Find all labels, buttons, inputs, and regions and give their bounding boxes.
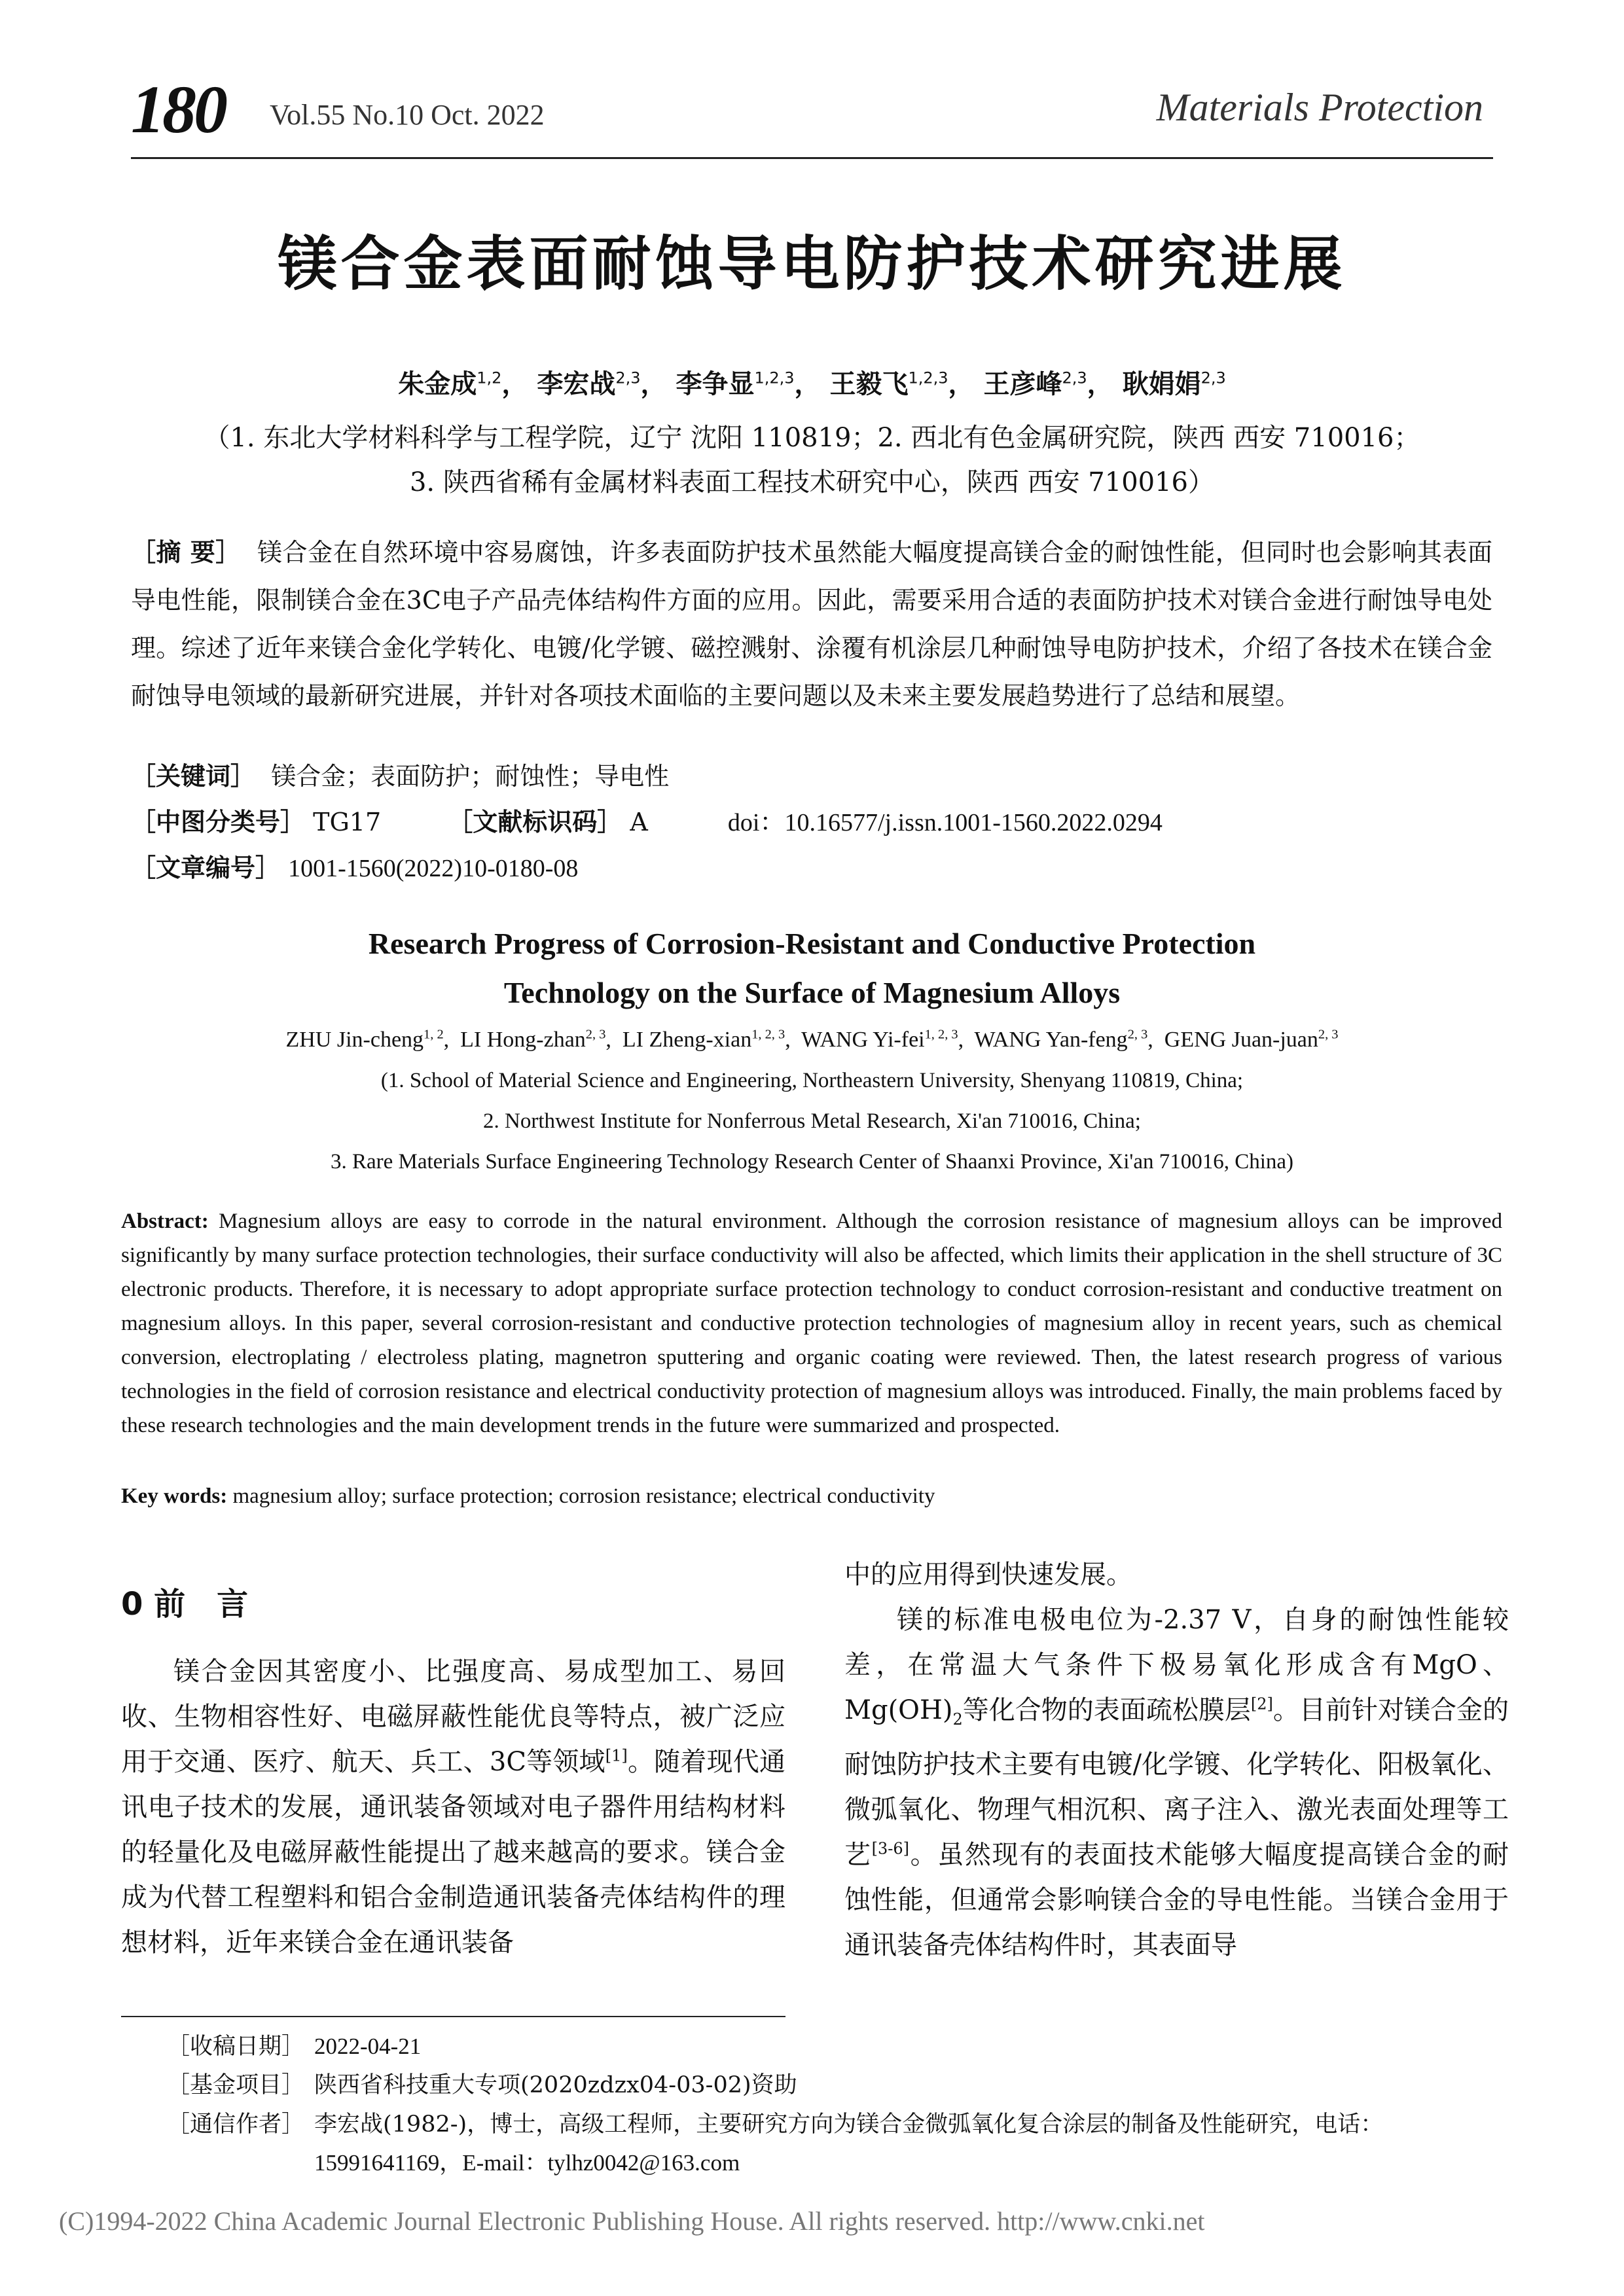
author-en: WANG Yan-feng$^{2, 3}$	[974, 1027, 1148, 1052]
affiliation-cn: 3. 陕西省稀有金属材料表面工程技术研究中心，陕西 西安 710016）	[409, 467, 1214, 497]
footnote-corresponding: ［通信作者］ 李宏战(1982-)，博士，高级工程师，主要研究方向为镁合金微弧氧化复合涂层的制备及性能研究，电话：	[167, 2111, 1384, 2138]
author-en: WANG Yi-fei$^{1, 2, 3}$	[801, 1027, 958, 1052]
footnote-received: ［收稿日期］ 2022-04-21	[167, 2034, 422, 2060]
clc-label: ［中图分类号］	[131, 808, 306, 836]
author-cn: 王毅飞$^{1,2,3}$	[829, 368, 948, 399]
author-en: ZHU Jin-cheng$^{1, 2}$	[285, 1027, 444, 1052]
author-cn: 朱金成$^{1,2}$	[398, 368, 502, 399]
body-text: 中的应用得到快速发展。	[844, 1560, 1132, 1590]
paper-title-en-line2: Technology on the Surface of Magnesium Alloys	[503, 976, 1121, 1009]
page-number: 180	[131, 72, 225, 147]
footnote-funding: ［基金项目］ 陕西省科技重大专项(2020zdzx04-03-02)资助	[167, 2072, 797, 2098]
abstract-en	[121, 1204, 1502, 1443]
copyright-watermark: (C)1994-2022 China Academic Journal Electronic Publishing House. All rights reserved. http://www.cnki.net	[59, 2206, 1205, 2236]
author-cn: 王彦峰$^{2,3}$	[983, 368, 1087, 399]
abstract-en-text: Magnesium alloys are easy to corrode in the natural environment. Although the corrosion resistance of magnesium alloys can be improved significantly by many surface protection technologies, their surface conductivity will also be affected, which limits their application in the shell structure of 3C electronic products. Therefore, it is necessary to adopt appropriate surface protection technology to conduct corrosion-resistant and conductive treatment on magnesium alloys. In this paper, several corrosion-resistant and conductive protection technologies of magnesium alloy in recent years, such as chemical conversion, electroplating / electroless plating, magnetron sputtering and organic coating were reviewed. Then, the latest research progress of various technologies in the field of corrosion resistance and electrical conductivity protection of magnesium alloys was introduced. Finally, the main problems faced by these research technologies and the main development trends in the future were summarized and prospected.	[121, 1210, 1503, 1437]
author-cn: 李宏战$^{2,3}$	[537, 368, 641, 399]
body-paragraph: 镁的标准电极电位为-2.37 V，自身的耐蚀性能较差，在常温大气条件下极易氧化形成含有MgO、$Mg(OH)_2$等化合物的表面疏松膜层[2]。目前针对镁合金的耐蚀防护技术主要有电镀/化学镀、化学转化、阳极氧化、微弧氧化、物理气相沉积、离子注入、激光表面处理等工艺[3-6]。虽然现有的表面技术能够大幅度提高镁合金的耐蚀性能，但通常会影响镁合金的导电性能。当镁合金用于通讯装备壳体结构件时，其表面导	[844, 1605, 1509, 1960]
author-cn: 李争显$^{1,2,3}$	[676, 368, 795, 399]
article-number	[131, 848, 578, 888]
affiliation-en: 3. Rare Materials Surface Engineering Technology Research Center of Shaanxi Province, Xi'an 710016, China)	[330, 1150, 1294, 1174]
author-cn: 耿娟娟$^{2,3}$	[1122, 368, 1226, 399]
author-en: LI Hong-zhan$^{2, 3}$	[460, 1027, 606, 1052]
clc-value: TG17	[313, 808, 382, 836]
article-number-value: 1001-1560(2022)10-0180-08	[288, 855, 579, 882]
section-heading: 0 前 言	[121, 1586, 249, 1623]
abstract-cn-text: 镁合金在自然环境中容易腐蚀，许多表面防护技术虽然能大幅度提高镁合金的耐蚀性能，但同时也会影响其表面导电性能，限制镁合金在3C电子产品壳体结构件方面的应用。因此，需要采用合适的表面防护技术对镁合金进行耐蚀导电处理。综述了近年来镁合金化学转化、电镀/化学镀、磁控溅射、涂覆有机涂层几种耐蚀导电防护技术，介绍了各技术在镁合金耐蚀导电领域的最新研究进展，并针对各项技术面临的主要问题以及未来主要发展趋势进行了总结和展望。	[131, 538, 1492, 710]
keywords-cn-label: ［关键词］	[131, 762, 256, 791]
doc-code-label: ［文献标识码］	[448, 808, 623, 836]
affiliation-cn: （1. 东北大学材料科学与工程学院，辽宁 沈阳 110819；2. 西北有色金属研究院，陕西 西安 710016；	[204, 423, 1420, 453]
author-en: LI Zheng-xian$^{1, 2, 3}$	[622, 1027, 785, 1052]
body-text: 。随着现代通讯电子技术的发展，通讯装备领域对电子器件用结构材料的轻量化及电磁屏蔽性能提出了越来越高的要求。镁合金成为代替工程塑料和铝合金制造通讯装备壳体结构件的理想材料，近年来镁合金在通讯装备	[121, 1747, 785, 1958]
issue-info: Vol.55 No.10 Oct. 2022	[270, 99, 545, 131]
body-column-right	[844, 1552, 1509, 1968]
paper-title-en-line1: Research Progress of Corrosion-Resistant and Conductive Protection	[368, 927, 1256, 960]
body-text: 镁合金因其密度小、比强度高、易成型加工、易回收、生物相容性好、电磁屏蔽性能优良等特点，被广泛应用于交通、医疗、航天、兵工、3C等领域	[121, 1657, 785, 1777]
keywords-cn	[131, 757, 669, 796]
citation[interactable]: [2]	[1250, 1695, 1273, 1713]
article-number-label: ［文章编号］	[131, 853, 281, 882]
classification-line	[131, 802, 1163, 842]
keywords-en-label: Key words:	[121, 1484, 228, 1508]
body-column-left	[121, 1649, 785, 1965]
abstract-en-label: Abstract:	[121, 1210, 209, 1233]
keywords-en-text: magnesium alloy; surface protection; corrosion resistance; electrical conductivity	[232, 1484, 935, 1508]
doi-value[interactable]: 10.16577/j.issn.1001-1560.2022.0294	[784, 809, 1163, 836]
header-rule	[131, 157, 1493, 159]
footnote-contact[interactable]: 15991641169，E-mail：tylhz0042@163.com	[314, 2150, 740, 2176]
paper-title-cn: 镁合金表面耐蚀导电防护技术研究进展	[278, 230, 1346, 298]
affiliation-en: (1. School of Material Science and Engineering, Northeastern University, Shenyang 110819, China;	[380, 1069, 1244, 1092]
keywords-cn-text: 镁合金；表面防护；耐蚀性；导电性	[271, 762, 670, 791]
author-list-en: ZHU Jin-cheng$^{1, 2}$, LI Hong-zhan$^{2, 3}$, LI Zheng-xian$^{1, 2, 3}$, WANG Yi-fei$^{1, 2, 3}$, WANG Yan-feng$^{2, 3}$, GENG Juan-juan$^{2, 3}$	[285, 1027, 1339, 1052]
abstract-cn-label: ［摘 要］	[131, 538, 241, 567]
author-en: GENG Juan-juan$^{2, 3}$	[1164, 1027, 1339, 1052]
citation[interactable]: [1]	[605, 1746, 628, 1765]
abstract-cn	[131, 529, 1492, 720]
footnote-rule	[121, 2016, 785, 2017]
keywords-en	[121, 1479, 1502, 1513]
journal-name: Materials Protection	[1156, 86, 1483, 129]
citation[interactable]: [3-6]	[871, 1839, 910, 1858]
affiliation-en: 2. Northwest Institute for Nonferrous Metal Research, Xi'an 710016, China;	[483, 1109, 1141, 1133]
doc-code-value: A	[630, 808, 648, 836]
author-list-cn: 朱金成$^{1,2}$， 李宏战$^{2,3}$， 李争显$^{1,2,3}$， 王毅飞$^{1,2,3}$， 王彦峰$^{2,3}$， 耿娟娟$^{2,3}$	[398, 368, 1226, 399]
doi-label: doi：	[727, 809, 785, 836]
